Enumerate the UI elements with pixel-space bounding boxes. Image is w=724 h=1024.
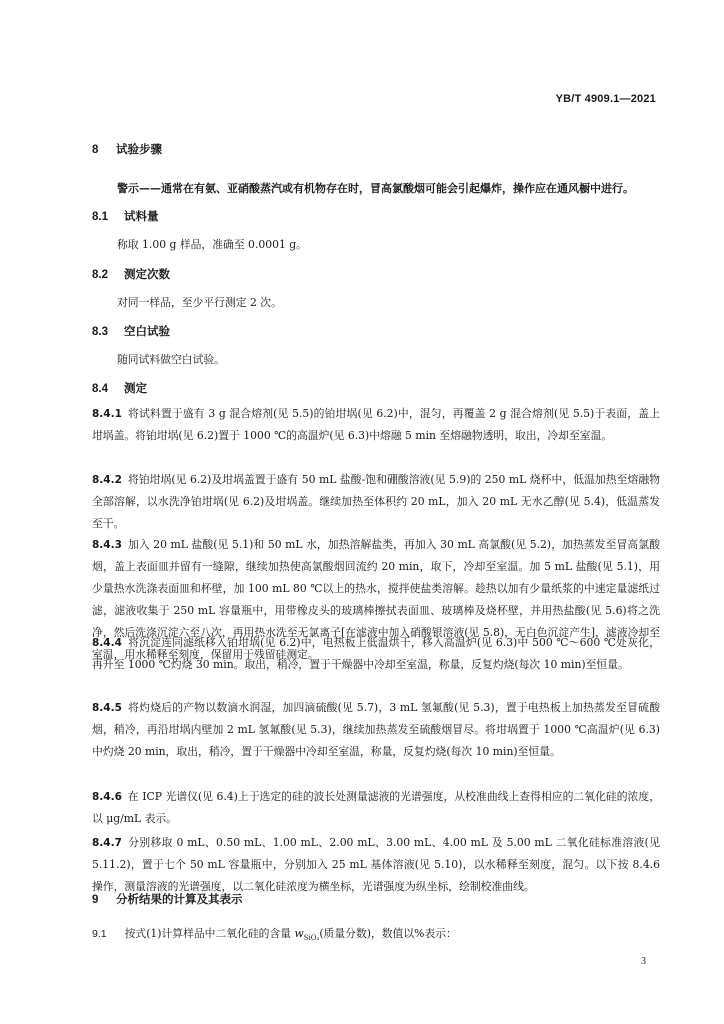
clause-number: 8.4.2	[92, 474, 122, 486]
clause-text-before: 按式(1)计算样品中二氧化硅的含量	[124, 927, 295, 940]
section-8-4-heading	[92, 380, 658, 396]
clause-text: 加入 20 mL 盐酸(见 5.1)和 50 mL 水，加热溶解盐类，再加入 30 mL 高氯酸(见 5.2)，加热蒸发至冒高氯酸烟，盖上表面皿并留有一缝隙，继续加热使高氯酸烟回流约 20 min，取下，冷却至室温。加 5 mL 盐酸(见 5.1)，用少量热水洗涤表面皿和杯壁，加 100 mL 80 ℃以上的热水，搅拌使盐类溶解。趁热以加有少量纸浆的中速定量滤纸过滤，滤液收集于 250 mL 容量瓶中，用带橡皮头的玻璃棒擦拭表面皿、玻璃棒及烧杯壁，并用热盐酸(见 5.6)将之洗净，然后洗涤沉淀六至八次，再用热水洗至无氯离子[在滤液中加入硝酸银溶液(见 5.8)，无白色沉淀产生]，滤液冷却至室温，用水稀释至刻度，保留用于残留硅测定。	[92, 538, 660, 661]
clause-8-4-6	[92, 786, 660, 830]
clause-text: 将灼烧后的产物以数滴水润湿，加四滴硫酸(见 5.7)，3 mL 氢氟酸(见 5.3)，置于电热板上加热蒸发至冒硫酸烟，稍冷，再沿坩埚内壁加 2 mL 氢氟酸(见 5.3)，继续加热蒸发至硫酸烟冒尽。将坩埚置于 1000 ℃高温炉(见 6.3)中灼烧 20 min，取出，稍冷，置于干燥器中冷却至室温，称量，反复灼烧(每次 10 min)至恒量。	[92, 701, 660, 758]
clause-number: 8.4.6	[92, 791, 122, 803]
clause-number: 8.4.4	[92, 637, 122, 649]
clause-number: 9.1	[92, 928, 107, 940]
warning-note: 警示——通常在有氨、亚硝酸蒸汽或有机物存在时，冒高氯酸烟可能会引起爆炸，操作应在通风橱中进行。	[117, 182, 634, 195]
section-8-3-heading	[92, 323, 658, 339]
clause-8-4-2	[92, 469, 660, 535]
clause-text: 将沉淀连同滤纸移入铂坩埚(见 6.2)中，电热板上低温烘干，移入高温炉(见 6.3)中 500 ℃～600 ℃处灰化，再升至 1000 ℃灼烧 30 min。取出，稍冷，置于干燥器中冷却至室温，称量，反复灼烧(每次 10 min)至恒量。	[92, 636, 660, 671]
section-number: 8.1	[92, 211, 108, 223]
section-8-1-text: 称取 1.00 g 样品，准确至 0.0001 g。	[117, 238, 307, 251]
section-8-2-heading	[92, 266, 658, 282]
section-9-heading	[92, 891, 658, 907]
clause-8-4-5	[92, 697, 660, 763]
section-number: 8.2	[92, 269, 108, 281]
section-8-3-text: 随同试料做空白试验。	[117, 353, 225, 366]
clause-text: 将铂坩埚(见 6.2)及坩埚盖置于盛有 50 mL 盐酸-饱和硼酸溶液(见 5.9)的 250 mL 烧杯中，低温加热至熔融物全部溶解，以水洗净铂坩埚(见 6.2)及坩埚盖。继续加热至体积约 20 mL，加入 20 mL 无水乙醇(见 5.4)，低温蒸发至干。	[92, 473, 660, 530]
section-title: 测定次数	[124, 267, 170, 281]
section-number: 9	[92, 894, 99, 906]
mass-fraction-symbol: w	[294, 927, 304, 940]
page-number: 3	[641, 956, 646, 967]
clause-9-1	[92, 923, 660, 949]
section-number: 8.4	[92, 383, 108, 395]
section-8-2-text: 对同一样品，至少平行测定 2 次。	[117, 296, 282, 309]
standard-code: YB/T 4909.1—2021	[555, 93, 656, 105]
clause-text: 将试料置于盛有 3 g 混合熔剂(见 5.5)的铂坩埚(见 6.2)中，混匀，再覆盖 2 g 混合熔剂(见 5.5)于表面，盖上坩埚盖。将铂坩埚(见 6.2)置于 1000 ℃的高温炉(见 6.3)中熔融 5 min 至熔融物透明，取出，冷却至室温。	[92, 407, 660, 442]
section-number: 8	[92, 144, 99, 156]
clause-text: 在 ICP 光谱仪(见 6.4)上于选定的硅的波长处测量滤液的光谱强度，从校准曲线上查得相应的二氧化硅的浓度，以 μg/mL 表示。	[92, 790, 660, 825]
section-title: 试料量	[124, 209, 159, 223]
section-8-1-heading	[92, 208, 658, 224]
section-title: 试验步骤	[116, 142, 162, 156]
clause-8-4-1	[92, 403, 660, 447]
section-title: 空白试验	[124, 324, 170, 338]
clause-number: 8.4.7	[92, 837, 122, 849]
section-title: 测定	[124, 381, 147, 395]
clause-number: 8.4.5	[92, 702, 122, 714]
mass-fraction-subscript: SiO₂	[303, 934, 320, 943]
section-number: 8.3	[92, 326, 108, 338]
clause-text-after: (质量分数)，数值以%表示：	[319, 927, 457, 940]
section-title: 分析结果的计算及其表示	[116, 892, 243, 906]
clause-number: 8.4.3	[92, 539, 122, 551]
section-8-heading	[92, 141, 658, 157]
clause-text: 分别移取 0 mL、0.50 mL、1.00 mL、2.00 mL、3.00 mL、4.00 mL 及 5.00 mL 二氧化硅标准溶液(见 5.11.2)，置于七个 50 mL 容量瓶中，分别加入 25 mL 基体溶液(见 5.10)，以水稀释至刻度，混匀。以下按 8.4.6 操作，测量溶液的光谱强度，以二氧化硅浓度为横坐标，光谱强度为纵坐标，绘制校准曲线。	[92, 836, 660, 893]
clause-8-4-7	[92, 832, 660, 898]
clause-number: 8.4.1	[92, 408, 122, 420]
clause-8-4-4	[92, 632, 660, 676]
